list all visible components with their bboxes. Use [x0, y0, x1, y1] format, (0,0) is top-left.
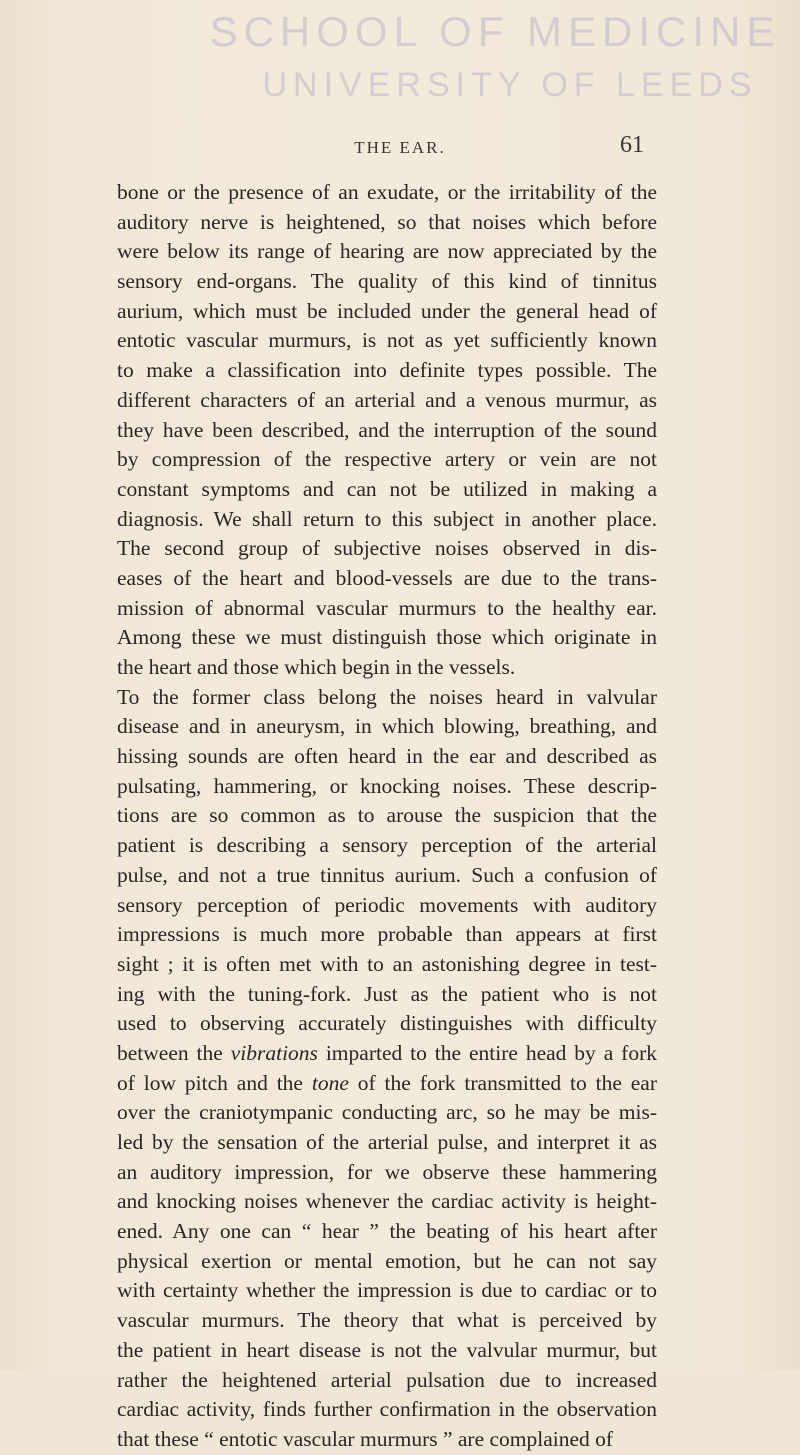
- text-line: with certainty whether the impression is due to cardiac or to: [117, 1278, 657, 1303]
- text-line: were below its range of hearing are now appreciated by the: [117, 239, 657, 264]
- text-line: pulsating, hammering, or knocking noises. These descrip-: [117, 773, 657, 798]
- text-line: hissing sounds are often heard in the ear and described as: [117, 744, 657, 769]
- text-line: the patient in heart disease is not the valvular murmur, but: [117, 1337, 657, 1362]
- text-line: the heart and those which begin in the vessels.: [117, 655, 516, 679]
- text-line: mission of abnormal vascular murmurs to the healthy ear.: [117, 595, 657, 620]
- library-stamp-line-2: UNIVERSITY OF LEEDS: [262, 66, 758, 104]
- text-line: to make a classification into definite types possible. The: [117, 358, 657, 383]
- text-line: and knocking noises whenever the cardiac activity is height-: [117, 1189, 657, 1214]
- text-line: To the former class belong the noises heard in valvular: [117, 684, 657, 709]
- text-line: entotic vascular murmurs, is not as yet sufficiently known: [117, 328, 657, 353]
- text-line: used to observing accurately distinguishes with difficulty: [117, 1011, 657, 1036]
- text-line: bone or the presence of an exudate, or the irritability of the: [117, 180, 657, 204]
- body-text: [117, 178, 657, 1455]
- text-line: pulse, and not a true tinnitus aurium. Such a confusion of: [117, 862, 657, 887]
- text-line: diagnosis. We shall return to this subject in another place.: [117, 506, 657, 531]
- text-line: different characters of an arterial and a venous murmur, as: [117, 387, 657, 412]
- page-number: 61: [620, 132, 644, 158]
- text-line: over the craniotympanic conducting arc, so he may be mis-: [117, 1100, 657, 1125]
- text-line: led by the sensation of the arterial pulse, and interpret it as: [117, 1130, 657, 1154]
- library-stamp-line-1: SCHOOL OF MEDICINE: [209, 8, 781, 55]
- running-head: THE EAR.: [354, 138, 446, 157]
- text-line: sensory perception of periodic movements with auditory: [117, 892, 657, 917]
- text-line: patient is describing a sensory perception of the arterial: [117, 833, 657, 858]
- text-line: physical exertion or mental emotion, but he can not say: [117, 1248, 657, 1273]
- text-line: sight ; it is often met with to an astonishing degree in test-: [117, 951, 657, 976]
- text-line: auditory nerve is heightened, so that noises which before: [117, 209, 657, 234]
- italic-word: vibrations: [230, 1040, 318, 1065]
- text-line: ened. Any one can “ hear ” the beating of his heart after: [117, 1219, 657, 1244]
- text-line: aurium, which must be included under the general head of: [117, 298, 657, 323]
- text-line: disease and in aneurysm, in which blowing, breathing, and: [117, 714, 657, 739]
- text-line: that these “ entotic vascular murmurs ” are complained of: [117, 1426, 614, 1451]
- text-line: they have been described, and the interruption of the sound: [117, 417, 657, 442]
- text-line: an auditory impression, for we observe these hammering: [117, 1159, 657, 1184]
- text-line: eases of the heart and blood-vessels are due to the trans-: [117, 565, 657, 590]
- text-line: constant symptoms and can not be utilized in making a: [117, 476, 657, 501]
- text-line: The second group of subjective noises observed in dis-: [117, 536, 657, 561]
- italic-word: tone: [311, 1070, 349, 1095]
- text-line: tions are so common as to arouse the suspicion that the: [117, 803, 657, 828]
- text-line: rather the heightened arterial pulsation due to increased: [117, 1367, 657, 1392]
- text-line: cardiac activity, finds further confirmation in the observation: [117, 1397, 657, 1422]
- text-line: sensory end-organs. The quality of this kind of tinnitus: [117, 269, 657, 294]
- text-line: Among these we must distinguish those which originate in: [117, 625, 657, 650]
- text-line: of low pitch and the tone of the fork transmitted to the ear: [117, 1070, 657, 1095]
- text-line: by compression of the respective artery or vein are not: [117, 447, 657, 472]
- text-line: between the vibrations imparted to the entire head by a fork: [117, 1040, 657, 1065]
- text-line: vascular murmurs. The theory that what is perceived by: [117, 1308, 657, 1333]
- text-line: impressions is much more probable than appears at first: [117, 922, 657, 947]
- text-line: ing with the tuning-fork. Just as the patient who is not: [117, 981, 657, 1006]
